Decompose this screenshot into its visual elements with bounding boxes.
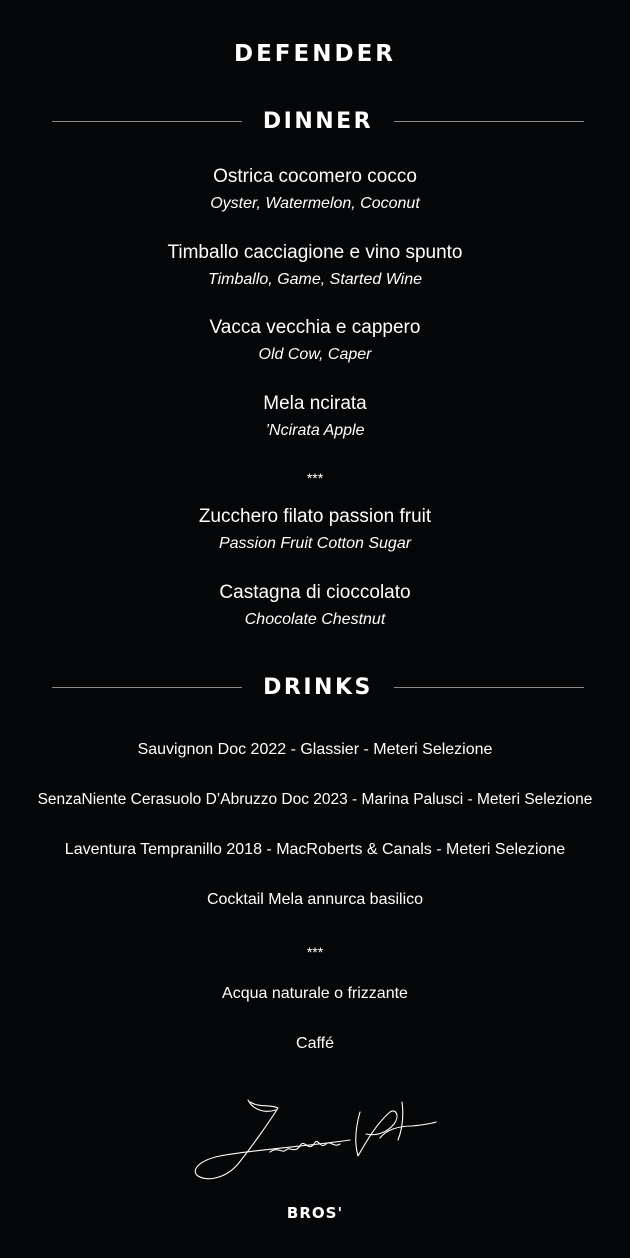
dish-item — [0, 316, 630, 366]
drinks-separator: *** — [306, 944, 324, 960]
dinner-title: DINNER — [262, 109, 374, 134]
dish-name-english: Oyster, Watermelon, Coconut — [210, 195, 420, 212]
drink-item: Acqua naturale o frizzante — [222, 985, 408, 1002]
divider-right — [394, 687, 584, 688]
dinner-section-header — [52, 107, 584, 137]
dish-item — [0, 241, 630, 291]
dish-name-english: Passion Fruit Cotton Sugar — [218, 535, 412, 552]
dish-name-english: Old Cow, Caper — [258, 346, 372, 363]
footer-logo: BROS' — [286, 1204, 344, 1222]
dish-name-italian: Vacca vecchia e cappero — [209, 317, 421, 338]
dish-item — [0, 165, 630, 215]
dish-name-italian: Timballo cacciagione e vino spunto — [167, 242, 463, 263]
drink-item: Sauvignon Doc 2022 - Glassier - Meteri Selezione — [137, 741, 493, 758]
drink-item: Cocktail Mela annurca basilico — [206, 891, 424, 908]
dish-item — [0, 581, 630, 631]
chef-signature — [190, 1094, 440, 1186]
drinks-section-header — [52, 673, 584, 703]
dish-name-italian: Mela ncirata — [263, 393, 367, 414]
dish-name-italian: Ostrica cocomero cocco — [213, 166, 417, 187]
dish-name-english: ’Ncirata Apple — [265, 422, 365, 439]
drink-item: Caffé — [296, 1035, 334, 1052]
brand-logo: DEFENDER — [234, 41, 396, 67]
dish-item — [0, 505, 630, 555]
drink-item: SenzaNiente Cerasuolo D’Abruzzo Doc 2023 - Marina Palusci - Meteri Selezione — [37, 791, 593, 808]
drink-item: Laventura Tempranillo 2018 - MacRoberts & Canals - Meteri Selezione — [64, 841, 566, 858]
divider-right — [394, 121, 584, 122]
dish-name-italian: Castagna di cioccolato — [219, 582, 411, 603]
dish-item — [0, 392, 630, 442]
drinks-title: DRINKS — [263, 675, 373, 700]
course-separator: *** — [306, 470, 324, 486]
dish-name-english: Timballo, Game, Started Wine — [207, 271, 422, 288]
dish-name-italian: Zucchero filato passion fruit — [198, 506, 432, 527]
dish-name-english: Chocolate Chestnut — [244, 611, 386, 628]
